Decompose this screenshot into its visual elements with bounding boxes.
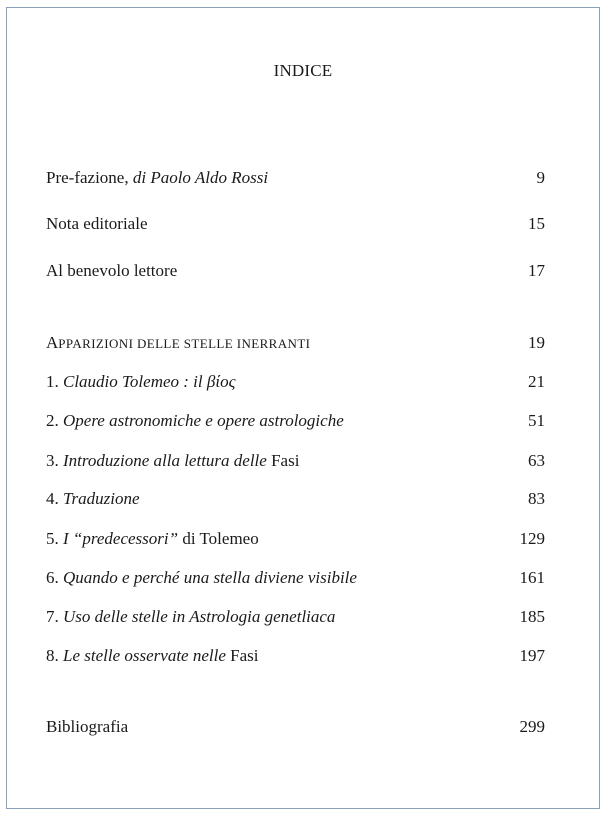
toc-entry-page: 299 <box>519 717 545 736</box>
toc-entry-label: Bibliografia <box>46 717 129 736</box>
toc-chapter-5[interactable] <box>46 529 545 553</box>
toc-chapter-1[interactable] <box>46 372 545 396</box>
toc-entry-page: 9 <box>536 168 545 187</box>
toc-entry-label: Pre-fazione, di Paolo Aldo Rossi <box>46 168 269 187</box>
toc-entry-label: Al benevolo lettore <box>46 261 178 280</box>
toc-entry-page: 17 <box>528 261 545 280</box>
toc-entry-label: 2. Opere astronomiche e opere astrologiche <box>46 411 344 430</box>
toc-entry-bibliografia[interactable] <box>46 717 545 741</box>
toc-entry-label: 1. Claudio Tolemeo : il βίος <box>46 372 236 391</box>
page-title: INDICE <box>273 61 333 80</box>
toc-entry-benevolo-lettore[interactable] <box>46 261 545 285</box>
toc-entry-label: 5. I “predecessori” di Tolemeo <box>46 529 259 548</box>
toc-chapter-7[interactable] <box>46 607 545 631</box>
toc-entry-prefazione[interactable] <box>46 168 545 192</box>
toc-entry-page: 63 <box>528 451 545 470</box>
toc-entry-label: Nota editoriale <box>46 214 148 233</box>
toc-entry-label: 3. Introduzione alla lettura delle Fasi <box>46 451 300 470</box>
toc-entry-label: 8. Le stelle osservate nelle Fasi <box>46 646 259 665</box>
toc-chapter-8[interactable] <box>46 646 545 670</box>
toc-entry-page: 19 <box>528 333 545 352</box>
toc-section-heading[interactable] <box>46 333 545 357</box>
toc-entry-label: 4. Traduzione <box>46 489 140 508</box>
toc-entry-nota-editoriale[interactable] <box>46 214 545 238</box>
toc-entry-page: 197 <box>519 646 545 665</box>
toc-entry-label: 6. Quando e perché una stella diviene visibile <box>46 568 357 587</box>
toc-entry-page: 185 <box>519 607 545 626</box>
page-frame <box>6 7 600 809</box>
toc-entry-page: 15 <box>528 214 545 233</box>
toc-entry-page: 161 <box>519 568 545 587</box>
toc-chapter-3[interactable] <box>46 451 545 475</box>
toc-entry-page: 129 <box>519 529 545 548</box>
toc-entry-page: 51 <box>528 411 545 430</box>
toc-entry-label: 7. Uso delle stelle in Astrologia genetliaca <box>46 607 336 626</box>
toc-chapter-4[interactable] <box>46 489 545 513</box>
toc-entry-page: 21 <box>528 372 545 391</box>
section-label: APPARIZIONI DELLE STELLE INERRANTI <box>46 333 311 352</box>
toc-entry-page: 83 <box>528 489 545 508</box>
toc-chapter-6[interactable] <box>46 568 545 592</box>
toc-chapter-2[interactable] <box>46 411 545 435</box>
